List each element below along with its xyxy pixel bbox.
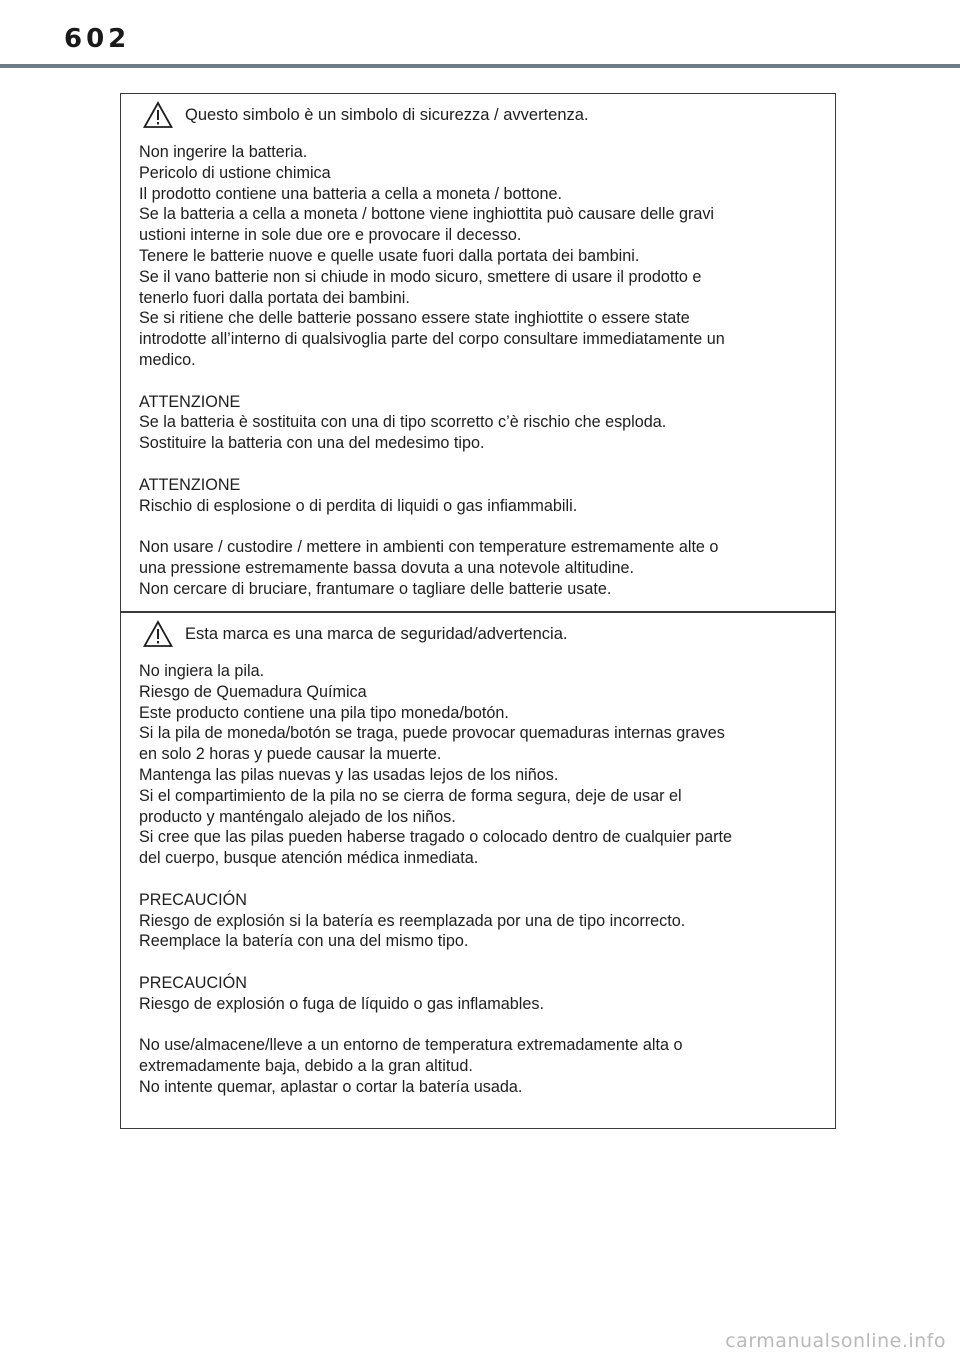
- text-line: No use/almacene/lleve a un entorno de temperatura extremadamente alta o: [139, 1036, 683, 1055]
- paragraph-gap: [139, 516, 835, 537]
- header-rule: [0, 64, 960, 68]
- text-line: Reemplace la batería con una del mismo tipo.: [139, 932, 469, 951]
- watermark: carmanualsonline.info: [725, 1330, 946, 1352]
- section-italian: [121, 94, 835, 611]
- text-line: del cuerpo, busque atención médica inmediata.: [139, 849, 479, 868]
- text-line: tenerlo fuori dalla portata dei bambini.: [139, 288, 410, 307]
- paragraph-gap: [139, 952, 835, 973]
- text-line: una pressione estremamente bassa dovuta a una notevole altitudine.: [139, 558, 634, 577]
- warning-text-italian: [139, 142, 835, 600]
- text-line: extremadamente baja, debido a la gran altitud.: [139, 1057, 473, 1076]
- warning-label: Esta marca es una marca de seguridad/advertencia.: [185, 624, 568, 643]
- text-line: Sostituire la batteria con una del medesimo tipo.: [139, 434, 485, 453]
- warning-label: Questo simbolo è un simbolo di sicurezza / avvertenza.: [185, 105, 589, 124]
- text-line: Si la pila de moneda/botón se traga, puede provocar quemaduras internas graves: [139, 724, 725, 743]
- text-line: No ingiera la pila.: [139, 662, 265, 680]
- text-line: producto y manténgalo alejado de los niños.: [139, 807, 456, 826]
- text-line: Se si ritiene che delle batterie possano essere state inghiottite o essere state: [139, 309, 690, 328]
- text-line: Non cercare di bruciare, frantumare o tagliare delle batterie usate.: [139, 579, 612, 598]
- text-line: ATTENZIONE: [139, 392, 241, 411]
- text-line: Tenere le batterie nuove e quelle usate fuori dalla portata dei bambini.: [139, 246, 640, 265]
- text-line: Se il vano batterie non si chiude in modo sicuro, smettere di usare il prodotto e: [139, 267, 702, 286]
- text-line: Se la batteria a cella a moneta / bottone viene inghiottita può causare delle gravi: [139, 205, 715, 224]
- text-line: PRECAUCIÓN: [139, 890, 247, 909]
- text-line: ATTENZIONE: [139, 475, 241, 494]
- page-number: 602: [64, 24, 131, 54]
- text-line: Non ingerire la batteria.: [139, 143, 308, 161]
- battery-warning-box: [120, 93, 836, 1129]
- text-line: Pericolo di ustione chimica: [139, 163, 331, 182]
- text-line: Riesgo de explosión si la batería es reemplazada por una de tipo incorrecto.: [139, 911, 686, 930]
- warning-line-spanish: [143, 621, 835, 647]
- paragraph-gap: [139, 1015, 835, 1036]
- text-line: Riesgo de explosión o fuga de líquido o gas inflamables.: [139, 994, 544, 1013]
- paragraph-gap: [139, 869, 835, 890]
- warning-triangle-icon: [143, 101, 173, 129]
- warning-text-spanish: [139, 661, 835, 1098]
- text-line: Se la batteria è sostituita con una di tipo scorretto c’è rischio che esploda.: [139, 413, 667, 432]
- text-line: Si el compartimiento de la pila no se cierra de forma segura, deje de usar el: [139, 786, 682, 805]
- text-line: Il prodotto contiene una batteria a cella a moneta / bottone.: [139, 184, 562, 203]
- text-line: Mantenga las pilas nuevas y las usadas lejos de los niños.: [139, 765, 559, 784]
- text-line: medico.: [139, 350, 196, 369]
- warning-line-italian: [143, 102, 835, 128]
- paragraph-gap: [139, 454, 835, 475]
- warning-triangle-icon: [143, 620, 173, 648]
- text-line: Riesgo de Quemadura Química: [139, 682, 367, 701]
- text-line: Este producto contiene una pila tipo moneda/botón.: [139, 703, 509, 722]
- text-line: ustioni interne in sole due ore e provocare il decesso.: [139, 226, 522, 245]
- text-line: introdotte all’interno di qualsivoglia parte del corpo consultare immediatamente un: [139, 330, 725, 349]
- text-line: en solo 2 horas y puede causar la muerte.: [139, 745, 442, 764]
- section-spanish: [121, 613, 835, 1128]
- text-line: Si cree que las pilas pueden haberse tragado o colocado dentro de cualquier parte: [139, 828, 733, 847]
- text-line: Non usare / custodire / mettere in ambienti con temperature estremamente alte o: [139, 538, 719, 557]
- paragraph-gap: [139, 371, 835, 392]
- text-line: PRECAUCIÓN: [139, 973, 247, 992]
- text-line: Rischio di esplosione o di perdita di liquidi o gas infiammabili.: [139, 496, 578, 515]
- text-line: No intente quemar, aplastar o cortar la batería usada.: [139, 1077, 523, 1096]
